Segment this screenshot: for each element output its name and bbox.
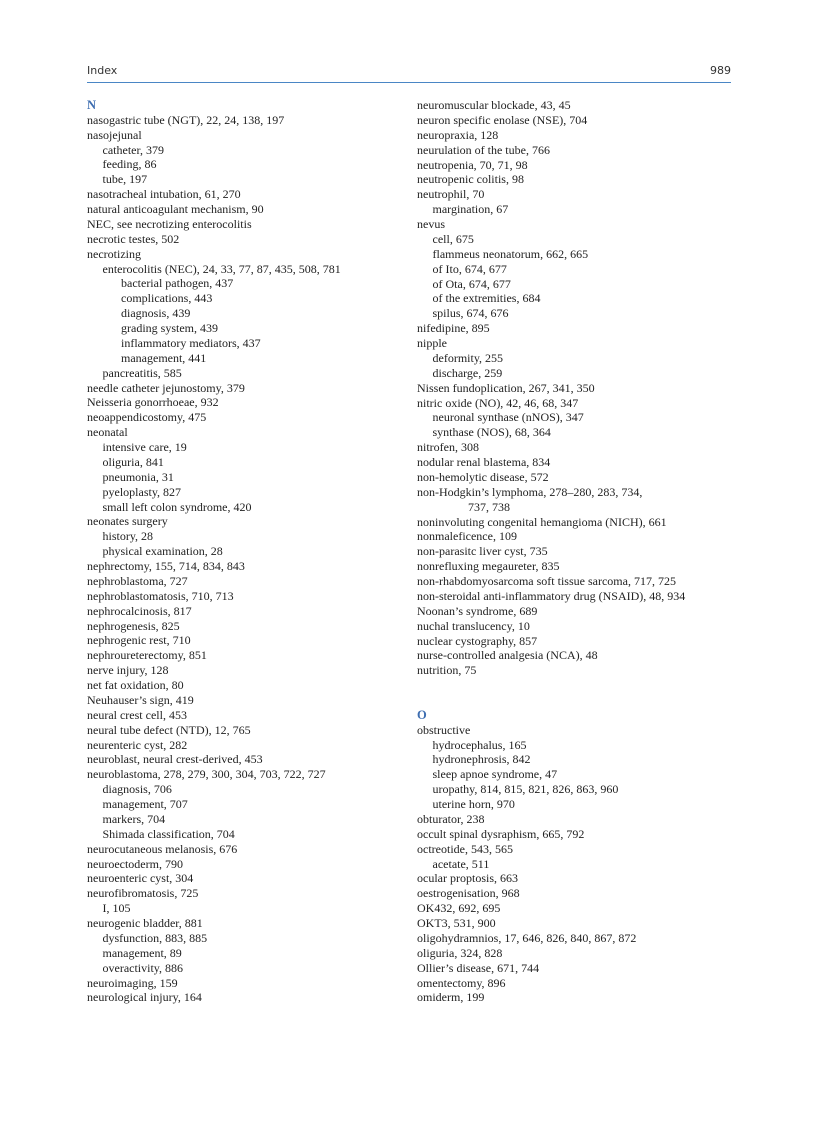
index-entry: nephrogenic rest, 710 bbox=[87, 633, 191, 648]
index-entry: oligohydramnios, 17, 646, 826, 840, 867, 872 bbox=[417, 930, 637, 945]
index-subentry: catheter, 379 bbox=[102, 142, 164, 157]
index-entry: non-hemolytic disease, 572 bbox=[417, 469, 549, 484]
index-subentry: dysfunction, 883, 885 bbox=[102, 930, 208, 945]
index-subentry: diagnosis, 439 bbox=[121, 306, 191, 321]
index-subentry: Shimada classification, 704 bbox=[102, 826, 235, 841]
index-subentry: inflammatory mediators, 437 bbox=[121, 335, 261, 350]
index-entry: OK432, 692, 695 bbox=[417, 901, 501, 916]
section-gap bbox=[417, 678, 747, 693]
section-gap bbox=[417, 693, 747, 708]
index-entry: neuroectoderm, 790 bbox=[87, 856, 183, 871]
index-entry: nuchal translucency, 10 bbox=[417, 618, 530, 633]
index-subentry: complications, 443 bbox=[121, 291, 213, 306]
index-entry: nipple bbox=[417, 336, 447, 350]
index-entry: octreotide, 543, 565 bbox=[417, 841, 513, 856]
index-subentry: margination, 67 bbox=[432, 202, 509, 217]
index-subentry: overactivity, 886 bbox=[102, 960, 184, 975]
index-entry: NEC, see necrotizing enterocolitis bbox=[87, 216, 252, 231]
index-entry: nephrectomy, 155, 714, 834, 843 bbox=[87, 559, 245, 574]
index-entry: neuron specific enolase (NSE), 704 bbox=[417, 112, 588, 127]
index-subentry: uterine horn, 970 bbox=[432, 797, 515, 812]
index-entry: neuroblast, neural crest-derived, 453 bbox=[87, 752, 263, 767]
index-entry: Neuhauser’s sign, 419 bbox=[87, 692, 194, 707]
index-entry: Ollier’s disease, 671, 744 bbox=[417, 960, 540, 975]
index-entry: occult spinal dysraphism, 665, 792 bbox=[417, 826, 585, 841]
index-column-left bbox=[87, 98, 417, 1005]
running-title: Index bbox=[87, 64, 118, 77]
index-subentry: I, 105 bbox=[102, 901, 131, 916]
index-entry: neurogenic bladder, 881 bbox=[87, 916, 203, 931]
header-rule bbox=[87, 82, 731, 83]
index-entry: OKT3, 531, 900 bbox=[417, 916, 496, 931]
index-entry: nephroureterectomy, 851 bbox=[87, 648, 207, 663]
index-subentry: management, 89 bbox=[102, 945, 182, 960]
page-number: 989 bbox=[710, 64, 731, 77]
index-entry: neurocutaneous melanosis, 676 bbox=[87, 841, 238, 856]
index-subentry: small left colon syndrome, 420 bbox=[102, 499, 252, 514]
index-entry: neonates surgery bbox=[87, 514, 168, 529]
index-entry: nasogastric tube (NGT), 22, 24, 138, 197 bbox=[87, 112, 285, 127]
index-entry: neoappendicostomy, 475 bbox=[87, 410, 207, 425]
index-entry: neuroenteric cyst, 304 bbox=[87, 871, 194, 886]
index-entry: natural anticoagulant mechanism, 90 bbox=[87, 202, 264, 217]
index-entry: omentectomy, 896 bbox=[417, 975, 506, 990]
index-subentry: physical examination, 28 bbox=[102, 544, 223, 559]
index-entry: ocular proptosis, 663 bbox=[417, 871, 518, 886]
index-subentry: sleep apnoe syndrome, 47 bbox=[432, 767, 558, 782]
index-subentry: of Ito, 674, 677 bbox=[432, 261, 507, 276]
index-entry: nasotracheal intubation, 61, 270 bbox=[87, 187, 241, 202]
index-entry: oestrogenisation, 968 bbox=[417, 886, 520, 901]
index-entry: neurological injury, 164 bbox=[87, 990, 202, 1005]
index-entry: non-steroidal anti-inflammatory drug (NSAID), 48, 934 bbox=[417, 588, 686, 603]
index-entry: nerve injury, 128 bbox=[87, 663, 169, 678]
index-entry: nonrefluxing megaureter, 835 bbox=[417, 559, 560, 574]
index-entry: non-rhabdomyosarcoma soft tissue sarcoma, 717, 725 bbox=[417, 574, 676, 588]
index-subentry: pyeloplasty, 827 bbox=[102, 484, 182, 499]
index-entry: non-parasitc liver cyst, 735 bbox=[417, 544, 548, 559]
index-entry: nurse-controlled analgesia (NCA), 48 bbox=[417, 648, 598, 663]
index-subentry: cell, 675 bbox=[432, 231, 474, 246]
index-entry: obturator, 238 bbox=[417, 811, 485, 826]
index-subentry: diagnosis, 706 bbox=[102, 782, 172, 797]
index-entry: noninvoluting congenital hemangioma (NICH), 661 bbox=[417, 514, 667, 529]
index-subentry: hydrocephalus, 165 bbox=[432, 737, 527, 752]
index-subentry: pancreatitis, 585 bbox=[102, 365, 182, 380]
index-entry: neonatal bbox=[87, 425, 128, 440]
index-entry: nitrofen, 308 bbox=[417, 440, 479, 455]
index-subentry: tube, 197 bbox=[102, 172, 148, 187]
index-entry: net fat oxidation, 80 bbox=[87, 678, 184, 693]
index-subentry: history, 28 bbox=[102, 529, 154, 544]
index-entry: neurenteric cyst, 282 bbox=[87, 737, 188, 752]
index-entry: neutropenic colitis, 98 bbox=[417, 172, 524, 187]
index-subentry: synthase (NOS), 68, 364 bbox=[432, 425, 551, 440]
index-entry: oliguria, 324, 828 bbox=[417, 945, 503, 960]
index-entry: neutrophil, 70 bbox=[417, 187, 485, 202]
index-entry: nephroblastoma, 727 bbox=[87, 573, 188, 588]
index-entry: neuroimaging, 159 bbox=[87, 975, 178, 990]
index-entry: necrotic testes, 502 bbox=[87, 231, 180, 246]
index-entry: Noonan’s syndrome, 689 bbox=[417, 603, 538, 618]
index-subentry: oliguria, 841 bbox=[102, 454, 164, 469]
index-entry: nitric oxide (NO), 42, 46, 68, 347 bbox=[417, 395, 579, 410]
index-entry: nephrogenesis, 825 bbox=[87, 618, 180, 633]
section-letter: N bbox=[87, 98, 97, 112]
section-letter: O bbox=[417, 707, 427, 722]
index-subentry: of the extremities, 684 bbox=[432, 291, 541, 306]
index-entry: neuroblastoma, 278, 279, 300, 304, 703, 722, 727 bbox=[87, 767, 326, 782]
index-subentry: grading system, 439 bbox=[121, 321, 218, 336]
index-subentry: acetate, 511 bbox=[432, 856, 490, 871]
index-entry: Neisseria gonorrhoeae, 932 bbox=[87, 395, 219, 410]
index-entry: nasojejunal bbox=[87, 127, 142, 142]
index-subentry: uropathy, 814, 815, 821, 826, 863, 960 bbox=[432, 782, 619, 797]
index-entry: nodular renal blastema, 834 bbox=[417, 455, 551, 469]
index-entry: nutrition, 75 bbox=[417, 663, 477, 678]
index-subentry: intensive care, 19 bbox=[102, 440, 187, 455]
index-subentry: hydronephrosis, 842 bbox=[432, 752, 531, 767]
index-entry: nephrocalcinosis, 817 bbox=[87, 603, 192, 618]
index-entry: neural crest cell, 453 bbox=[87, 707, 187, 722]
index-subentry: pneumonia, 31 bbox=[102, 469, 174, 484]
index-entry: needle catheter jejunostomy, 379 bbox=[87, 380, 245, 395]
index-entry: nifedipine, 895 bbox=[417, 321, 490, 336]
index-entry: nevus bbox=[417, 217, 445, 231]
index-entry: neuromuscular blockade, 43, 45 bbox=[417, 98, 571, 112]
index-entry: nephroblastomatosis, 710, 713 bbox=[87, 588, 234, 603]
index-entry: Nissen fundoplication, 267, 341, 350 bbox=[417, 380, 595, 395]
index-subentry: discharge, 259 bbox=[432, 365, 503, 380]
index-subentry: of Ota, 674, 677 bbox=[432, 276, 511, 291]
index-subentry: spilus, 674, 676 bbox=[432, 306, 509, 321]
page-header bbox=[87, 63, 731, 81]
index-entry: neutropenia, 70, 71, 98 bbox=[417, 157, 528, 172]
index-entry: omiderm, 199 bbox=[417, 990, 485, 1005]
index-subentry: 737, 738 bbox=[468, 499, 510, 514]
index-subentry: deformity, 255 bbox=[432, 350, 504, 365]
index-subentry: enterocolitis (NEC), 24, 33, 77, 87, 435, 508, 781 bbox=[102, 261, 341, 276]
index-subentry: management, 707 bbox=[102, 797, 188, 812]
index-column-right bbox=[417, 98, 747, 1005]
index-entry: non-Hodgkin’s lymphoma, 278–280, 283, 734, bbox=[417, 484, 643, 499]
index-entry: obstructive bbox=[417, 722, 471, 737]
index-subentry: neuronal synthase (nNOS), 347 bbox=[432, 410, 584, 425]
index-entry: nuclear cystography, 857 bbox=[417, 633, 538, 648]
index-entry: neurofibromatosis, 725 bbox=[87, 886, 199, 901]
index-subentry: markers, 704 bbox=[102, 811, 166, 826]
index-subentry: feeding, 86 bbox=[102, 157, 157, 172]
index-entry: neural tube defect (NTD), 12, 765 bbox=[87, 722, 251, 737]
index-subentry: bacterial pathogen, 437 bbox=[121, 276, 234, 291]
index-subentry: management, 441 bbox=[121, 350, 207, 365]
index-entry: neuropraxia, 128 bbox=[417, 127, 499, 142]
index-entry: necrotizing bbox=[87, 246, 141, 261]
index-entry: neurulation of the tube, 766 bbox=[417, 142, 550, 157]
index-entry: nonmaleficence, 109 bbox=[417, 529, 517, 544]
index-subentry: flammeus neonatorum, 662, 665 bbox=[432, 246, 589, 261]
